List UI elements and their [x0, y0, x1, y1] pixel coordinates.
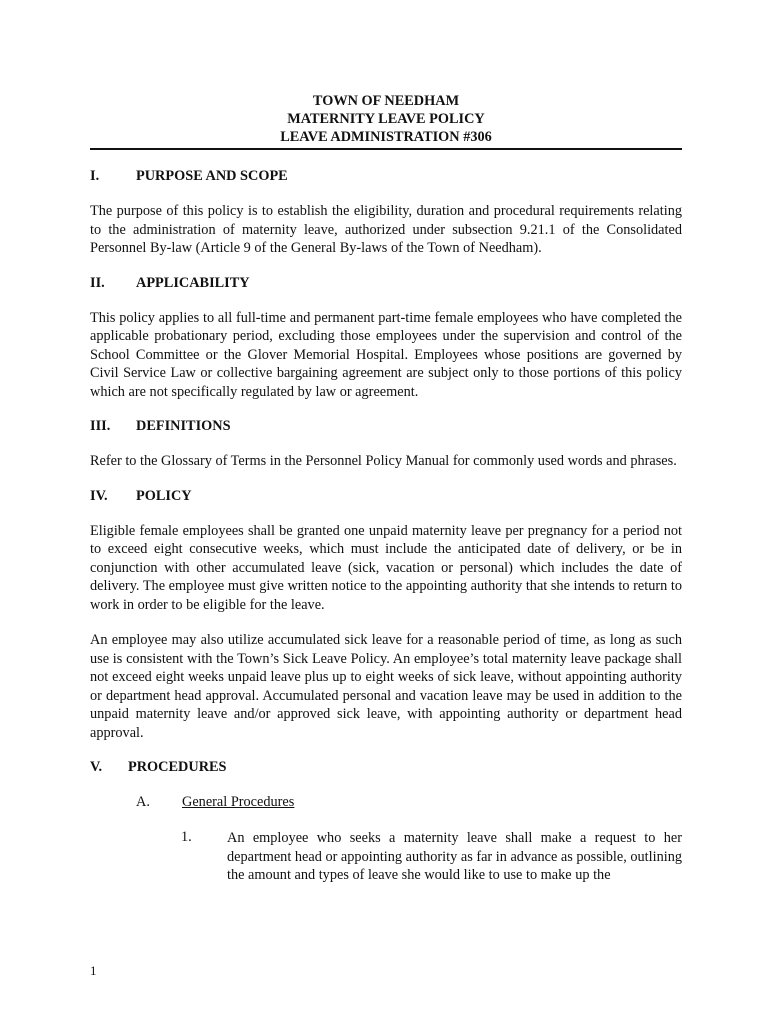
header-town: TOWN OF NEEDHAM: [312, 93, 460, 109]
item-number: 1.: [181, 829, 192, 845]
document-page: [90, 92, 682, 885]
applicability-paragraph: This policy applies to all full-time and permanent part-time female employees who have completed the applicable probationary period, excluding those employees under the supervision and control of the School Committee or the Glover Memorial Hospital. Employees whose positions are governed by Civil Service Law or collective bargaining agreement are subject only to those portions of this policy which are not specifically regulated by law or agreement.: [90, 309, 682, 400]
subsection-label: General Procedures: [182, 794, 295, 810]
section-title: PURPOSE AND SCOPE: [136, 168, 288, 184]
section-heading-procedures: [90, 759, 682, 776]
section-number: IV.: [90, 487, 108, 504]
header-leave-admin: LEAVE ADMINISTRATION #306: [280, 129, 492, 145]
section-heading-applicability: [90, 275, 682, 292]
item-text: An employee who seeks a maternity leave shall make a request to her department head or appointing authority as far in advance as possible, outlining the amount and types of leave she would like to use to make up the: [227, 830, 682, 883]
definitions-paragraph: Refer to the Glossary of Terms in the Personnel Policy Manual for commonly used words and phrases.: [90, 453, 677, 469]
subsection-general-procedures: [136, 794, 682, 811]
section-heading-purpose: [90, 168, 682, 185]
section-heading-policy: [90, 488, 682, 505]
subsection-letter: A.: [136, 794, 150, 810]
section-title: PROCEDURES: [128, 759, 227, 775]
policy-paragraph-1: Eligible female employees shall be granted one unpaid maternity leave per pregnancy for a period not to exceed eight consecutive weeks, which must include the anticipated date of delivery, or be in conjunction with other accumulated leave (sick, vacation or personal) which includes the date of delivery. The employee must give written notice to the appointing authority that she intends to return to work in order to be eligible for the leave.: [90, 522, 682, 613]
document-header: [90, 92, 682, 146]
section-number: III.: [90, 418, 111, 434]
section-title: APPLICABILITY: [136, 274, 250, 291]
section-number: I.: [90, 168, 100, 184]
section-title: DEFINITIONS: [136, 418, 231, 434]
procedure-item-1: [181, 829, 682, 885]
page-number: 1: [90, 963, 97, 978]
policy-paragraph-2: An employee may also utilize accumulated sick leave for a reasonable period of time, as long as such use is consistent with the Town’s Sick Leave Policy. An employee’s total maternity leave package shall not exceed eight weeks unpaid leave plus up to eight weeks of sick leave, without appointing authority or department head approval. Accumulated personal and vacation leave may be used in addition to the unpaid maternity leave and/or approved sick leave, with appointing authority or department head approval.: [90, 632, 682, 741]
purpose-paragraph: The purpose of this policy is to establish the eligibility, duration and procedural requirements relating to the administration of maternity leave, authorized under subsection 9.21.1 of the Consolidated Personnel By-law (Article 9 of the General By-laws of the Town of Needham).: [90, 203, 682, 256]
section-number: V.: [90, 759, 103, 775]
section-heading-definitions: [90, 418, 682, 435]
section-number: II.: [90, 274, 105, 291]
section-title: POLICY: [136, 487, 192, 504]
header-policy-title: MATERNITY LEAVE POLICY: [287, 111, 485, 127]
header-divider: [90, 148, 682, 150]
